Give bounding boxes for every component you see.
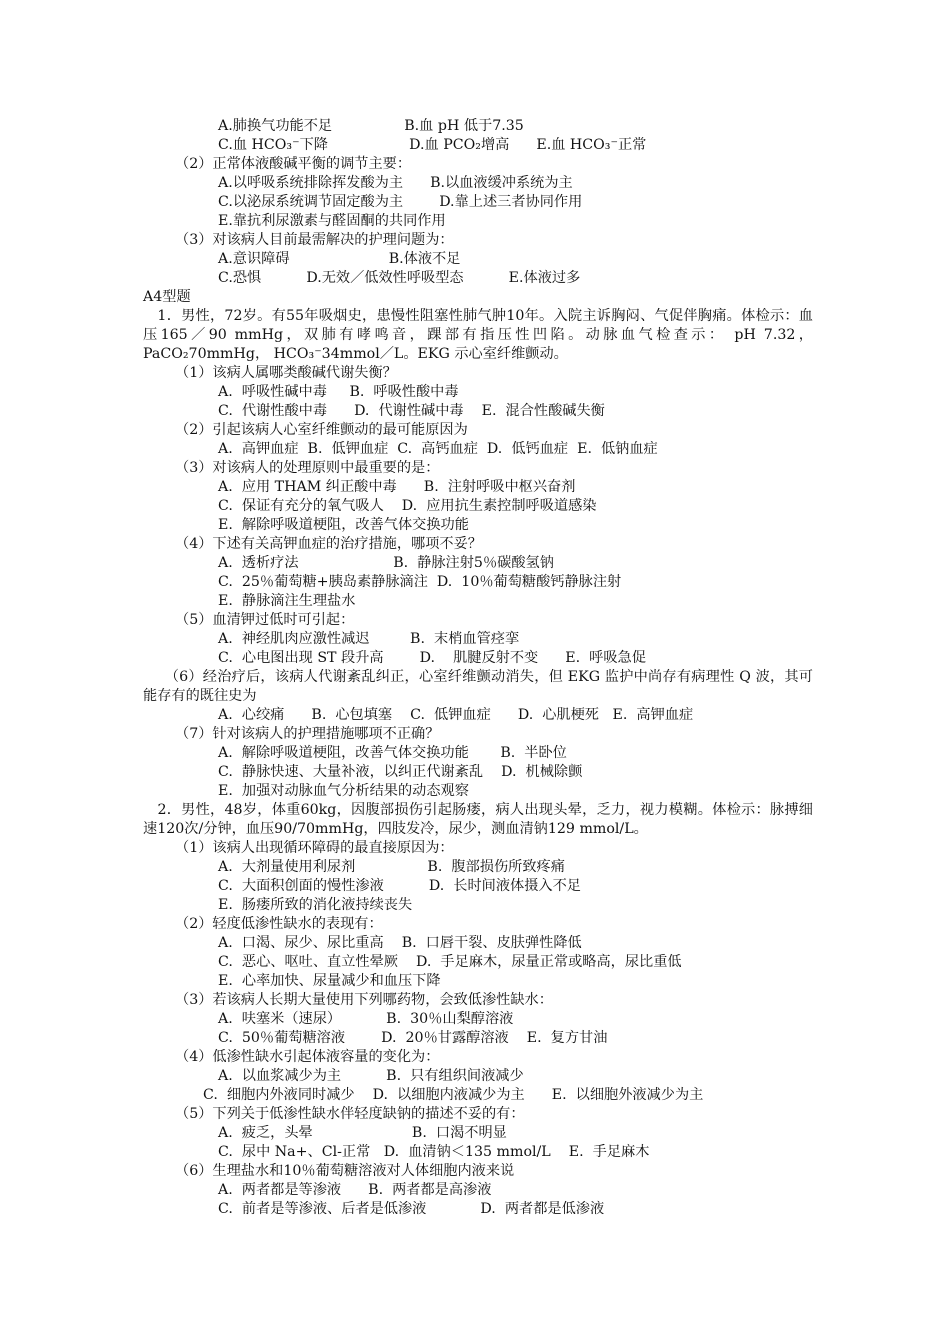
text-line: A. 应用 THAM 纠正酸中毒 B. 注射呼吸中枢兴奋剂 (218, 479, 576, 495)
question-stem: （6）经治疗后，该病人代谢紊乱纠正，心室纤维颤动消失，但 EKG 监护中尚存有病理性 Q 波，其可能存有的既往史为 (143, 669, 813, 704)
text-line: A. 高钾血症 B. 低钾血症 C. 高钙血症 D. 低钙血症 E. 低钠血症 (218, 441, 658, 457)
text-line: （2）轻度低渗性缺水的表现有： (175, 916, 383, 932)
text-line: A.意识障碍 B.体液不足 (218, 251, 461, 267)
text-line: （3）对该病人目前最需解决的护理问题为： (175, 232, 454, 248)
text-line: （6）生理盐水和10％葡萄糖溶液对人体细胞内液来说 (175, 1163, 515, 1179)
text-line: （1）该病人属哪类酸碱代谢失衡？ (175, 365, 397, 381)
text-line: A. 疲乏，头晕 B. 口渴不明显 (218, 1125, 507, 1141)
text-line: C.血 HCO₃⁻下降 D.血 PCO₂增高 E.血 HCO₃⁻正常 (218, 137, 647, 153)
text-line: C. 保证有充分的氧气吸人 D. 应用抗生素控制呼吸道感染 (218, 498, 597, 514)
text-line: A. 口渴、尿少、尿比重高 B. 口唇干裂、皮肤弹性降低 (218, 935, 582, 951)
text-line: （2）正常体液酸碱平衡的调节主要： (175, 156, 412, 172)
text-line: （5）下列关于低渗性缺水伴轻度缺钠的描述不妥的有： (175, 1106, 525, 1122)
text-line: A. 呼吸性碱中毒 B. 呼吸性酸中毒 (218, 384, 459, 400)
text-line: （4）下述有关高钾血症的治疗措施，哪项不妥？ (175, 536, 482, 552)
text-line: E.靠抗利尿激素与醛固酮的共同作用 (218, 213, 446, 229)
text-line: C.以泌尿系统调节固定酸为主 D.靠上述三者协同作用 (218, 194, 583, 210)
text-line: （5）血清钾过低时可引起： (175, 612, 355, 628)
text-line: A4型题 (143, 289, 191, 305)
text-line: A. 透析疗法 B. 静脉注射5％碳酸氢钠 (218, 555, 554, 571)
text-line: A. 两者都是等渗液 B. 两者都是高渗液 (218, 1182, 492, 1198)
text-line: A. 神经肌肉应激性减迟 B. 末梢血管痉挛 (218, 631, 520, 647)
text-line: C. 恶心、呕吐、直立性晕厥 D. 手足麻木，尿量正常或略高，尿比重低 (218, 954, 682, 970)
text-line: C. 前者是等渗液、后者是低渗液 D. 两者都是低渗液 (218, 1201, 605, 1217)
text-line: A. 大剂量使用利尿剂 B. 腹部损伤所致疼痛 (218, 859, 565, 875)
text-line: C. 大面积创面的慢性渗液 D. 长时间液体摄入不足 (218, 878, 581, 894)
text-line: E. 加强对动脉血气分析结果的动态观察 (218, 783, 469, 799)
text-line: E. 肠瘘所致的消化液持续丧失 (218, 897, 413, 913)
text-line: E. 静脉滴注生理盐水 (218, 593, 356, 609)
text-line: （3）对该病人的处理原则中最重要的是： (175, 460, 440, 476)
text-line: （4）低渗性缺水引起体液容量的变化为： (175, 1049, 440, 1065)
text-line: A. 呋塞米（速尿） B. 30％山梨醇溶液 (218, 1011, 514, 1027)
text-line: C. 心电图出现 ST 段升高 D. 肌腱反射不变 E. 呼吸急促 (218, 650, 646, 666)
text-line: C. 25％葡萄糖+胰岛素静脉滴注 D. 10％葡萄糖酸钙静脉注射 (218, 574, 622, 590)
text-line: （7）针对该病人的护理措施哪项不正确？ (175, 726, 440, 742)
question-stem: 2．男性，48岁，体重60kg，因腹部损伤引起肠瘘，病人出现头晕，乏力，视力模糊。体检示：脉搏细速120次/分钟，血压90/70mmHg，四肢发冷，尿少，测血清钠129 mmol/L。 (143, 802, 813, 837)
text-line: C. 细胞内外液同时减少 D. 以细胞内液减少为主 E. 以细胞外液减少为主 (203, 1087, 704, 1103)
text-line: A. 解除呼吸道梗阻，改善气体交换功能 B. 半卧位 (218, 745, 567, 761)
text-line: A. 心绞痛 B. 心包填塞 C. 低钾血症 D. 心肌梗死 E. 高钾血症 (218, 707, 694, 723)
text-line: C.恐惧 D.无效／低效性呼吸型态 E.体液过多 (218, 270, 581, 286)
text-line: A.以呼吸系统排除挥发酸为主 B.以血液缓冲系统为主 (218, 175, 573, 191)
text-line: A.肺换气功能不足 B.血 pH 低于7.35 (218, 118, 524, 134)
text-line: C. 代谢性酸中毒 D. 代谢性碱中毒 E. 混合性酸碱失衡 (218, 403, 605, 419)
text-line: E. 解除呼吸道梗阻，改善气体交换功能 (218, 517, 469, 533)
text-line: （1）该病人出现循环障碍的最直接原因为： (175, 840, 454, 856)
text-line: A. 以血浆减少为主 B. 只有组织间液减少 (218, 1068, 524, 1084)
text-line: C. 尿中 Na+、Cl-正常 D. 血清钠＜135 mmol/L E. 手足麻木 (218, 1144, 650, 1160)
text-line: C. 静脉快速、大量补液，以纠正代谢紊乱 D. 机械除颤 (218, 764, 583, 780)
text-line: （3）若该病人长期大量使用下列哪药物，会致低渗性缺水： (175, 992, 553, 1008)
text-line: E. 心率加快、尿量减少和血压下降 (218, 973, 441, 989)
text-line: C. 50％葡萄糖溶液 D. 20％甘露醇溶液 E. 复方甘油 (218, 1030, 608, 1046)
question-stem: 1．男性，72岁。有55年吸烟史，患慢性阻塞性肺气肿10年。入院主诉胸闷、气促伴胸痛。体检示：血压165／90 mmHg，双肺有哮鸣音，踝部有指压性凹陷。动脉血气检查示： pH 7.32，PaCO₂70mmHg， HCO₃⁻34mmol／L。EKG 示心室纤维颤动。 (143, 308, 813, 362)
text-line: （2）引起该病人心室纤维颤动的最可能原因为 (175, 422, 468, 438)
